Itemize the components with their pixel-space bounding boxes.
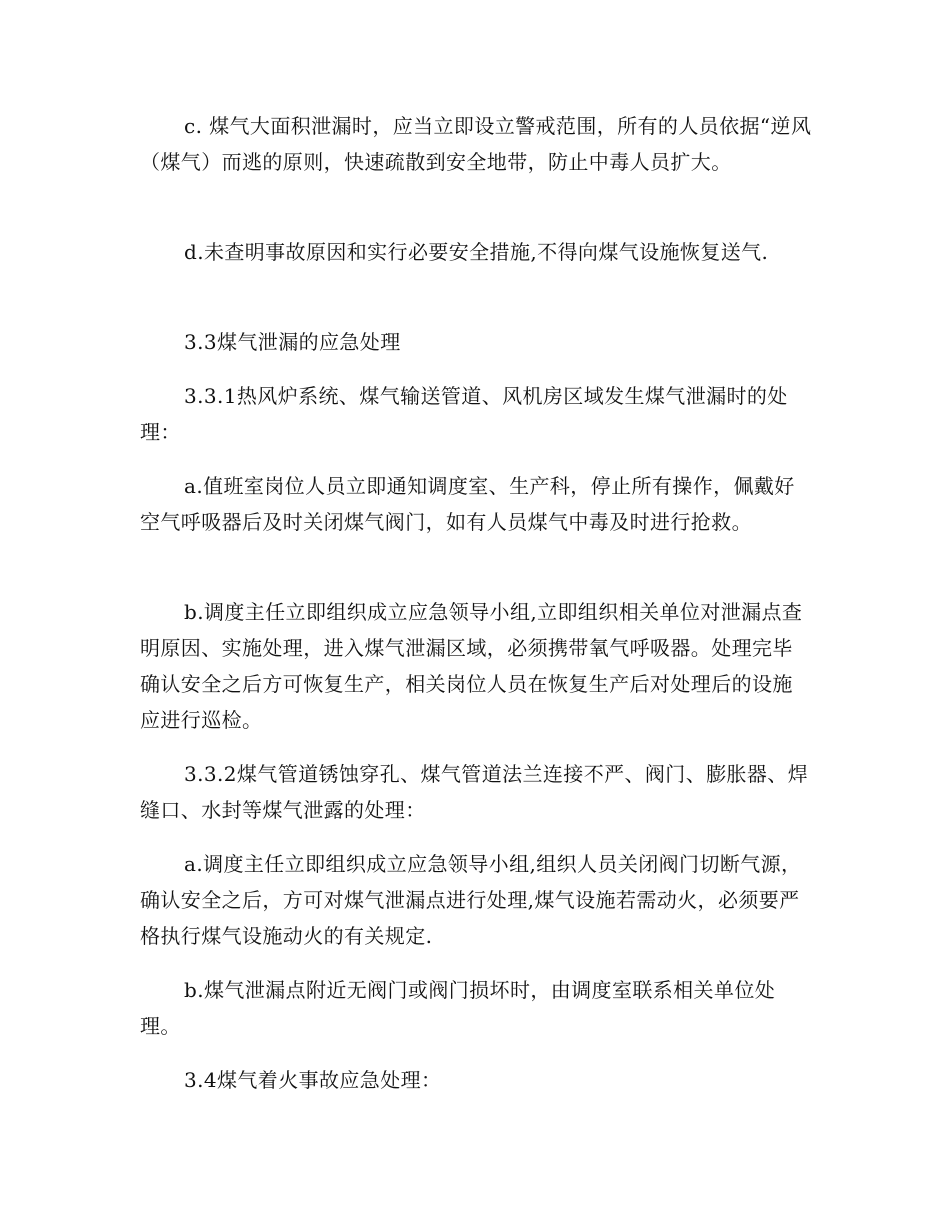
paragraph-c-large-leak: c. 煤气大面积泄漏时，应当立即设立警戒范围，所有的人员依据“逆风（煤气）而逃的原则，快速疏散到安全地带，防止中毒人员扩大。 — [140, 114, 812, 174]
section-heading-3-4: 3.4煤气着火事故应急处理： — [184, 1068, 442, 1092]
subsection-heading-3-3-1: 3.3.1热风炉系统、煤气输送管道、风机房区域发生煤气泄漏时的处理： — [140, 384, 788, 444]
paragraph-b-no-valve: b.煤气泄漏点附近无阀门或阀门损坏时，由调度室联系相关单位处理。 — [140, 978, 776, 1038]
paragraph-b-emergency-team: b.调度主任立即组织成立应急领导小组,立即组织相关单位对泄漏点查明原因、实施处理，进入煤气泄漏区域，必须携带氧气呼吸器。处理完毕确认安全之后方可恢复生产，相关岗位人员在恢复生产后对处理后的设施应进行巡检。 — [140, 600, 803, 732]
paragraph-d-no-restore-gas: d.未查明事故原因和实行必要安全措施,不得向煤气设施恢复送气. — [184, 240, 769, 264]
paragraph-a-duty-room: a.值班室岗位人员立即通知调度室、生产科，停止所有操作，佩戴好空气呼吸器后及时关闭煤气阀门，如有人员煤气中毒及时进行抢救。 — [140, 474, 795, 534]
subsection-heading-3-3-2: 3.3.2煤气管道锈蚀穿孔、煤气管道法兰连接不严、阀门、膨胀器、焊缝口、水封等煤气泄露的处理： — [140, 762, 809, 822]
section-heading-3-3: 3.3煤气泄漏的应急处理 — [184, 330, 401, 354]
paragraph-a-close-valve: a.调度主任立即组织成立应急领导小组,组织人员关闭阀门切断气源，确认安全之后，方可对煤气泄漏点进行处理,煤气设施若需动火，必须要严格执行煤气设施动火的有关规定. — [140, 852, 802, 948]
